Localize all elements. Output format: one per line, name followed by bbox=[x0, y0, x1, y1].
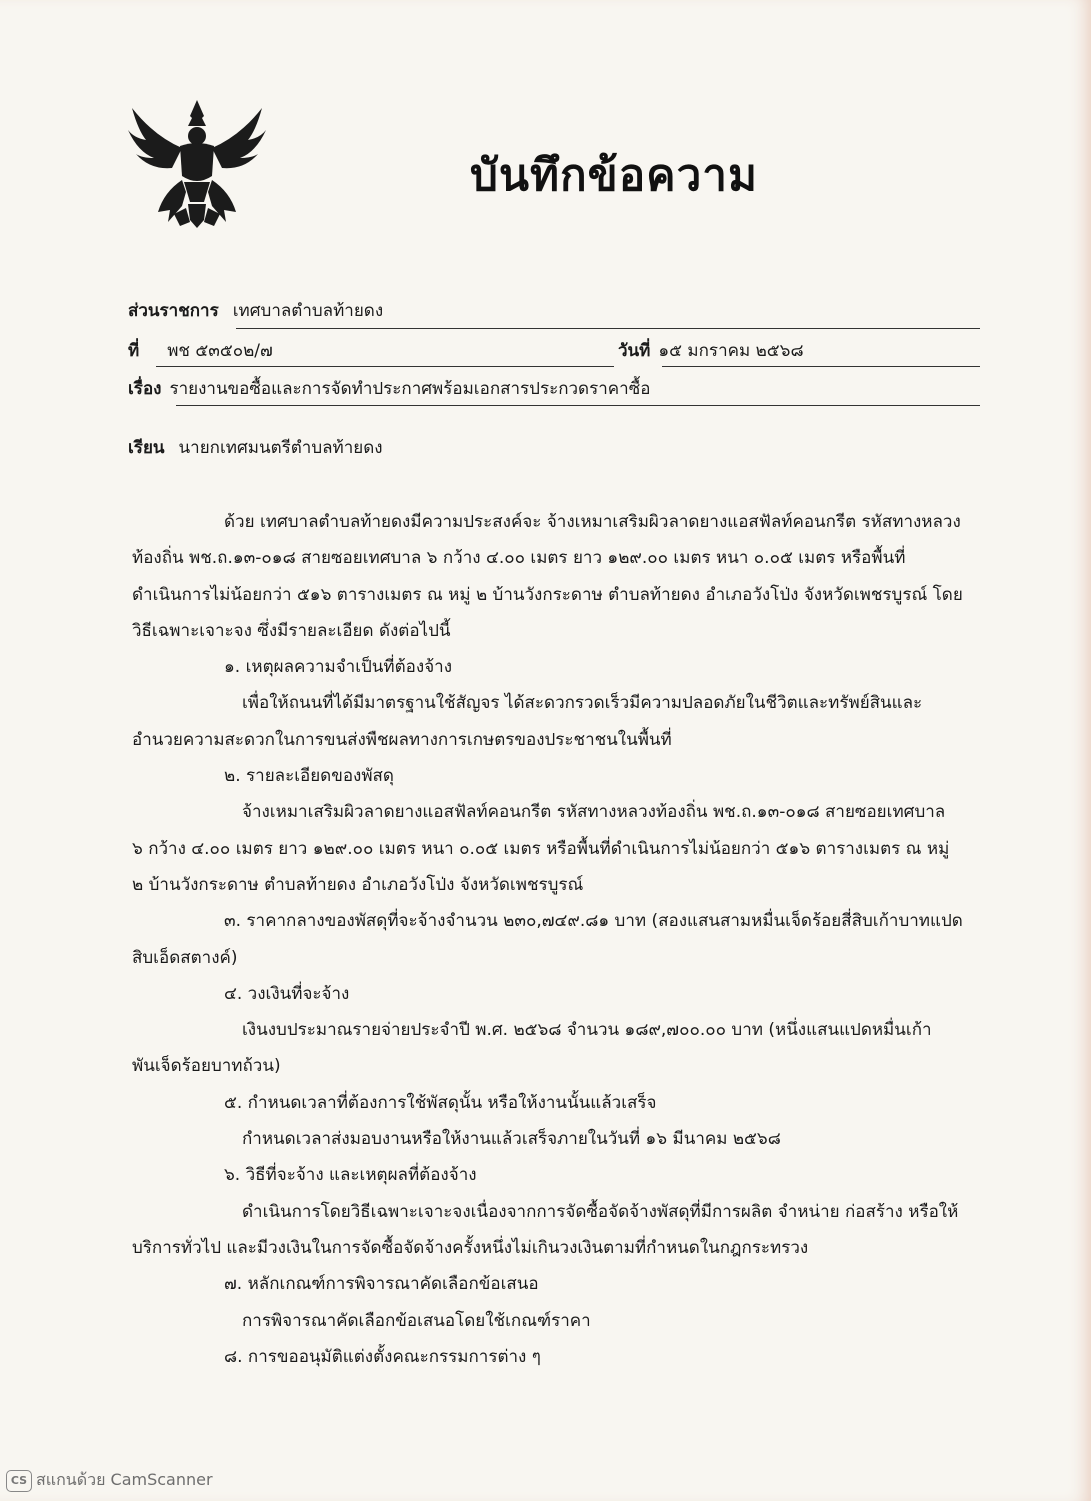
memo-body bbox=[132, 504, 978, 1375]
camscanner-logo-icon: CS bbox=[6, 1470, 32, 1492]
memo-title: บันทึกข้อความ bbox=[470, 150, 759, 201]
subject-field bbox=[128, 375, 650, 402]
body-line: ๘. การขออนุมัติแต่งตั้งคณะกรรมการต่าง ๆ bbox=[224, 1346, 541, 1367]
agency-value: เทศบาลตำบลท้ายดง bbox=[232, 301, 384, 321]
body-line: ๗. หลักเกณฑ์การพิจารณาคัดเลือกข้อเสนอ bbox=[224, 1274, 539, 1295]
subject-label: เรื่อง bbox=[128, 379, 162, 399]
body-line: วิธีเฉพาะเจาะจง ซึ่งมีรายละเอียด ดังต่อไปนี้ bbox=[132, 620, 451, 641]
body-line: ๖. วิธีที่จะจ้าง และเหตุผลที่ต้องจ้าง bbox=[224, 1165, 477, 1186]
body-line: การพิจารณาคัดเลือกข้อเสนอโดยใช้เกณฑ์ราคา bbox=[242, 1310, 591, 1331]
date-underline bbox=[662, 366, 980, 367]
subject-underline bbox=[176, 405, 980, 406]
body-line: ๑. เหตุผลความจำเป็นที่ต้องจ้าง bbox=[224, 657, 452, 678]
agency-label: ส่วนราชการ bbox=[128, 301, 219, 321]
date-label: วันที่ bbox=[618, 341, 651, 361]
camscanner-text: สแกนด้วย CamScanner bbox=[36, 1470, 213, 1489]
body-line: ด้วย เทศบาลตำบลท้ายดงมีความประสงค์จะ จ้างเหมาเสริมผิวลาดยางแอสฟัลท์คอนกรีต รหัสทางหลวง bbox=[224, 512, 961, 532]
body-line: กำหนดเวลาส่งมอบงานหรือให้งานแล้วเสร็จภายในวันที่ ๑๖ มีนาคม ๒๕๖๘ bbox=[242, 1129, 781, 1150]
reference-field bbox=[128, 337, 273, 364]
body-line: ดำเนินการไม่น้อยกว่า ๕๑๖ ตารางเมตร ณ หมู่ ๒ บ้านวังกระดาษ ตำบลท้ายดง อำเภอวังโป่ง จังหวัดเพชรบูรณ์ โดย bbox=[132, 584, 963, 605]
subject-value: รายงานขอซื้อและการจัดทำประกาศพร้อมเอกสารประกวดราคาซื้อ bbox=[169, 379, 651, 399]
body-line: ๓. ราคากลางของพัสดุที่จะจ้างจำนวน ๒๓๐,๗๔๙.๘๑ บาท (สองแสนสามหมื่นเจ็ดร้อยสี่สิบเก้าบาทแปด bbox=[224, 911, 963, 932]
reference-label: ที่ bbox=[128, 341, 140, 361]
body-line: ๒. รายละเอียดของพัสดุ bbox=[224, 766, 394, 787]
agency-underline bbox=[236, 328, 980, 329]
agency-field bbox=[128, 297, 383, 324]
body-line: ดำเนินการโดยวิธีเฉพาะเจาะจงเนื่องจากการจัดซื้อจัดจ้างพัสดุที่มีการผลิต จำหน่าย ก่อสร้าง หรือให้ bbox=[242, 1201, 959, 1222]
body-line: จ้างเหมาเสริมผิวลาดยางแอสฟัลท์คอนกรีต รหัสทางหลวงท้องถิ่น พช.ถ.๑๓-๐๑๘ สายซอยเทศบาล bbox=[242, 802, 946, 823]
addressee-field bbox=[128, 434, 383, 461]
body-line: อำนวยความสะดวกในการขนส่งพืชผลทางการเกษตรของประชาชนในพื้นที่ bbox=[132, 729, 672, 750]
body-line: สิบเอ็ดสตางค์) bbox=[132, 947, 238, 968]
addressee-label: เรียน bbox=[128, 438, 165, 458]
body-line: ๒ บ้านวังกระดาษ ตำบลท้ายดง อำเภอวังโป่ง จังหวัดเพชรบูรณ์ bbox=[132, 874, 584, 895]
garuda-emblem-icon bbox=[124, 96, 270, 232]
addressee-value: นายกเทศมนตรีตำบลท้ายดง bbox=[178, 438, 383, 458]
reference-value: พช ๕๓๕๐๒/๗ bbox=[167, 341, 273, 361]
camscanner-watermark bbox=[6, 1468, 213, 1493]
date-value: ๑๕ มกราคม ๒๕๖๘ bbox=[658, 341, 804, 361]
body-line: เพื่อให้ถนนที่ได้มีมาตรฐานใช้สัญจร ได้สะดวกรวดเร็วมีความปลอดภัยในชีวิตและทรัพย์สินและ bbox=[242, 693, 923, 714]
body-line: พันเจ็ดร้อยบาทถ้วน) bbox=[132, 1056, 281, 1077]
body-line: ๔. วงเงินที่จะจ้าง bbox=[224, 983, 350, 1004]
body-line: ท้องถิ่น พช.ถ.๑๓-๐๑๘ สายซอยเทศบาล ๖ กว้าง ๔.๐๐ เมตร ยาว ๑๒๙.๐๐ เมตร หนา ๐.๐๕ เมตร หรือพื้นที่ bbox=[132, 548, 906, 569]
body-line: เงินงบประมาณรายจ่ายประจำปี พ.ศ. ๒๕๖๘ จำนวน ๑๘๙,๗๐๐.๐๐ บาท (หนึ่งแสนแปดหมื่นเก้า bbox=[242, 1020, 932, 1041]
reference-underline bbox=[156, 366, 614, 367]
body-line: บริการทั่วไป และมีวงเงินในการจัดซื้อจัดจ้างครั้งหนึ่งไม่เกินวงเงินตามที่กำหนดในกฎกระทรวง bbox=[132, 1237, 809, 1258]
body-line: ๕. กำหนดเวลาที่ต้องการใช้พัสดุนั้น หรือให้งานนั้นแล้วเสร็จ bbox=[224, 1092, 657, 1113]
body-line: ๖ กว้าง ๔.๐๐ เมตร ยาว ๑๒๙.๐๐ เมตร หนา ๐.๐๕ เมตร หรือพื้นที่ดำเนินการไม่น้อยกว่า ๕๑๖ ตารางเมตร ณ หมู่ bbox=[132, 838, 950, 859]
date-field bbox=[618, 337, 804, 364]
